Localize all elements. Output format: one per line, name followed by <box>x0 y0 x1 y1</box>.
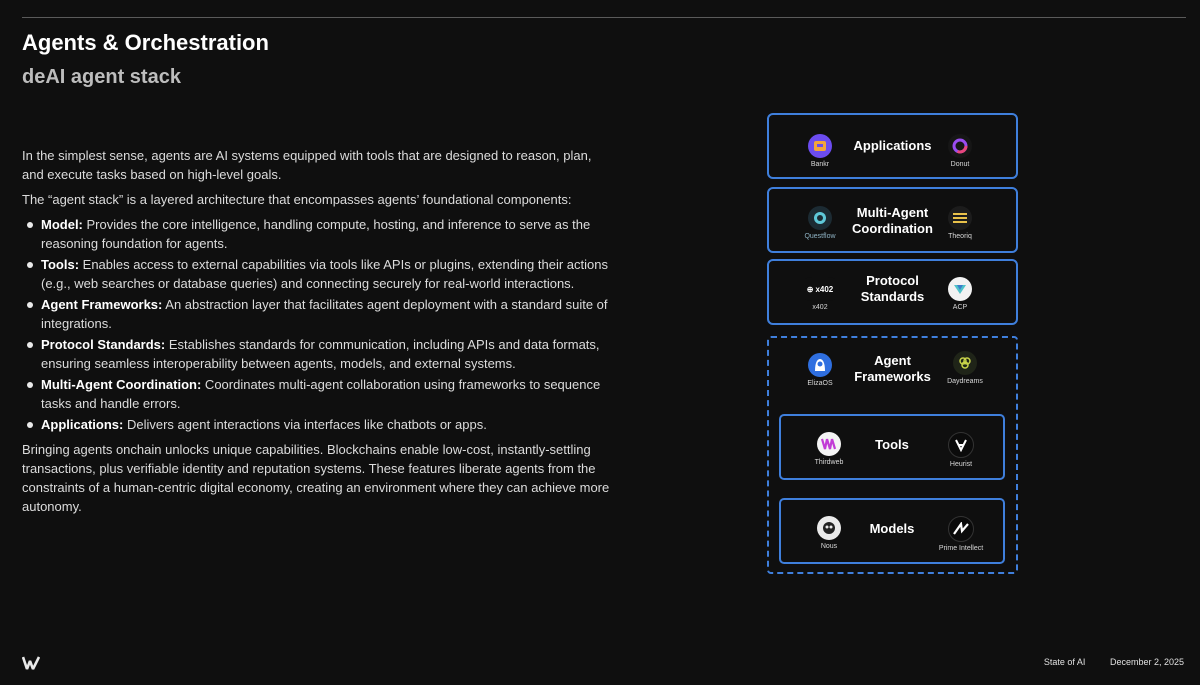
layer-tools <box>779 414 1005 480</box>
logo-thirdweb <box>801 432 857 466</box>
questflow-icon <box>808 206 832 230</box>
list-item-protocol-standards <box>22 335 612 373</box>
logo-caption: Thirdweb <box>814 459 844 466</box>
bullet-text: An abstraction layer that facilitates agent deployment with a standard suite of integrations. <box>41 297 608 331</box>
bullet-text: Coordinates multi-agent collaboration using frameworks to sequence tasks and handle errors. <box>41 377 601 411</box>
list-item-multi-agent-coordination <box>22 375 612 413</box>
footer <box>1022 657 1184 667</box>
list-item-tools <box>22 255 612 293</box>
bullet-text: Provides the core intelligence, handling compute, hosting, and inference to serve as the reasoning foundation for agents. <box>41 217 591 251</box>
donut-icon <box>948 134 972 158</box>
prime-intellect-icon <box>948 516 974 542</box>
layer-title: Protocol Standards <box>860 273 925 304</box>
logo-caption: Theoriq <box>948 233 972 240</box>
logo-bankr <box>792 134 848 168</box>
bullet-term: Tools: <box>41 257 80 272</box>
logo-caption: x402 <box>812 304 828 311</box>
layer-agent-frameworks-title: Agent Frameworks <box>854 353 931 384</box>
layer-title: Multi-Agent Coordination <box>852 205 933 236</box>
logo-caption: Heurist <box>949 461 973 468</box>
logo-prime-intellect <box>926 516 996 552</box>
logo-caption: ElizaOS <box>807 380 833 387</box>
body-text <box>22 146 612 522</box>
logo-questflow <box>792 206 848 240</box>
theoriq-icon <box>948 206 972 230</box>
bullet-term: Agent Frameworks: <box>41 297 163 312</box>
top-divider <box>22 17 1186 18</box>
heurist-icon <box>948 432 974 458</box>
report-date: December 2, 2025 <box>1109 657 1184 667</box>
bankr-icon <box>808 134 832 158</box>
component-list <box>22 215 612 434</box>
logo-caption: Prime Intellect <box>938 545 984 552</box>
bullet-term: Model: <box>41 217 83 232</box>
acp-icon <box>948 277 972 301</box>
layer-models <box>779 498 1005 564</box>
thirdweb-icon <box>817 432 841 456</box>
logo-acp <box>932 277 988 311</box>
list-item-model <box>22 215 612 253</box>
closing-paragraph: Bringing agents onchain unlocks unique capabilities. Blockchains enable low-cost, instantly-settling transactions, plus verifiable identity and reputation systems. These features liberate agents from the constraints of a human-centric digital economy, creating an environment where they can achieve more autonomy. <box>22 442 610 514</box>
layer-title: Models <box>869 521 915 536</box>
list-item-applications <box>22 415 612 434</box>
bullet-term: Protocol Standards: <box>41 337 166 352</box>
bullet-term: Applications: <box>41 417 124 432</box>
x402-icon: ⊕ x402 <box>800 277 840 301</box>
layer-applications <box>767 113 1018 179</box>
layer-protocol-standards <box>767 259 1018 325</box>
layer-title: Applications <box>853 138 932 153</box>
bullet-text: Enables access to external capabilities via tools like APIs or plugins, extending their actions (e.g., web searches or database queries) and connecting securely for real-world interactions. <box>41 257 608 291</box>
logo-caption: Nous <box>820 543 838 550</box>
logo-theoriq <box>932 206 988 240</box>
layer-multi-agent-coordination <box>767 187 1018 253</box>
logo-caption: Questflow <box>804 233 836 240</box>
agent-core-group <box>767 336 1018 574</box>
x402-wordmark: x402 <box>815 284 834 294</box>
logo-caption: Daydreams <box>947 378 983 385</box>
list-item-agent-frameworks <box>22 295 612 333</box>
bullet-text: Delivers agent interactions via interfaces like chatbots or apps. <box>123 417 487 432</box>
intro-paragraph: In the simplest sense, agents are AI systems equipped with tools that are designed to reason, plan, and execute tasks based on high-level goals. <box>22 148 592 182</box>
page-title: Agents & Orchestration <box>22 30 269 55</box>
bullet-text: Establishes standards for communication, including APIs and data formats, ensuring seamless interoperability between agents, models, and external systems. <box>41 337 600 371</box>
logo-caption: Donut <box>950 161 970 168</box>
daydreams-icon <box>953 351 977 375</box>
logo-daydreams <box>937 351 993 385</box>
bullet-term: Multi-Agent Coordination: <box>41 377 202 392</box>
logo-heurist <box>933 432 989 468</box>
brand-logo-icon <box>22 655 40 676</box>
elizaos-icon <box>808 353 832 377</box>
stack-intro-paragraph: The “agent stack” is a layered architecture that encompasses agents’ foundational components: <box>22 192 572 207</box>
report-name: State of AI <box>1043 657 1086 667</box>
logo-donut <box>932 134 988 168</box>
nous-icon <box>817 516 841 540</box>
logo-nous <box>801 516 857 550</box>
logo-caption: Bankr <box>810 161 830 168</box>
logo-caption: ACP <box>952 304 968 311</box>
logo-elizaos <box>792 353 848 387</box>
logo-x402 <box>792 277 848 311</box>
page-subtitle: deAI agent stack <box>22 66 181 88</box>
layer-title: Tools <box>875 437 909 452</box>
